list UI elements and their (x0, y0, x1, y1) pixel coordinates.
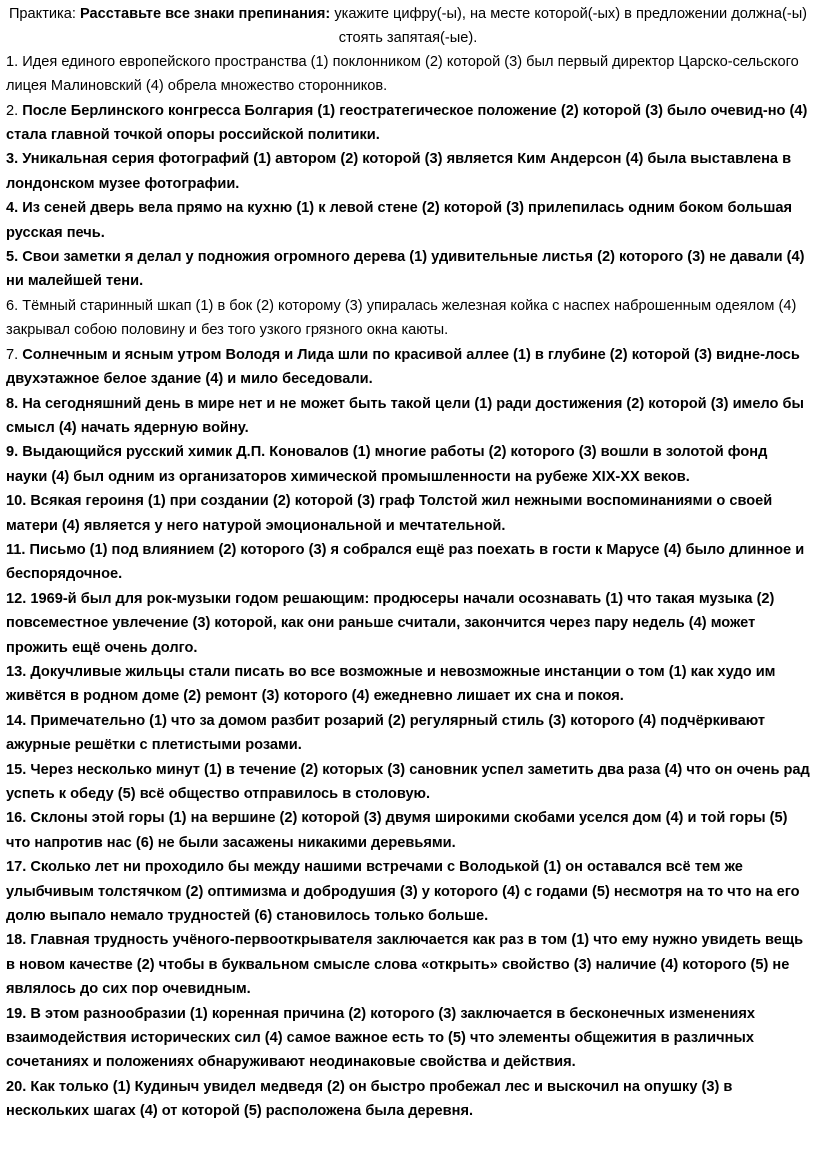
item-number: 16. (6, 810, 27, 827)
item-text: В этом разнообразии (1) коренная причина (2) которого (3) заключается в бесконечных изменениях взаимодействия исторических сил (4) самое важное есть то (5) что элементы общежития в различных сочетаниях и положениях обнаруживают неодинаковые свойства и действия. (6, 1005, 756, 1071)
list-item-17 (6, 855, 810, 928)
list-item-3 (6, 147, 810, 196)
item-text: Уникальная серия фотографий (1) автором (2) которой (3) является Ким Андерсон (4) была выставлена в лондонском музее фотографии. (6, 151, 792, 192)
item-number: 11. (6, 541, 26, 558)
item-text: На сегодняшний день в мире нет и не может быть такой цели (1) ради достижения (2) которой (3) имело бы смысл (4) начать ядерную войну. (6, 395, 804, 436)
item-text: Выдающийся русский химик Д.П. Коновалов (1) многие работы (2) которого (3) вошли в золотой фонд науки (4) был одним из организаторов химической промышленности на рубеже XIX-XX веков. (6, 444, 768, 485)
list-item-20 (6, 1075, 810, 1124)
item-number: 4. (6, 200, 19, 217)
item-number: 14. (6, 712, 27, 729)
item-text: Через несколько минут (1) в течение (2) которых (3) сановник успел заметить два раза (4) что он очень рад успеть к обеду (5) всё общество отправилось в столовую. (6, 761, 810, 802)
item-text: Докучливые жильцы стали писать во все возможные и невозможные инстанции о том (1) как худо им живётся в родном доме (2) ремонт (3) которого (4) ежедневно лишает их сна и покоя. (6, 663, 776, 705)
list-item-13 (6, 660, 810, 709)
item-number: 8. (6, 395, 19, 412)
item-number: 1. (6, 53, 19, 70)
item-number: 2. (6, 102, 19, 119)
list-item-8 (6, 392, 810, 441)
item-number: 18. (6, 932, 27, 949)
list-item-7 (6, 343, 810, 392)
list-item-2 (6, 99, 810, 148)
item-text: Всякая героиня (1) при создании (2) которой (3) граф Толстой жил нежными воспоминаниями о своей матери (4) является у него натурой эмоциональной и мечтательной. (6, 493, 773, 534)
item-text: Сколько лет ни проходило бы между нашими встречами с Володькой (1) он оставался всё тем же улыбчивым толстячком (2) оптимизма и добродушия (3) у которого (4) с годами (5) несмотря на то что на его долю выпало немало трудностей (6) становилось только больше. (6, 859, 800, 925)
item-text: Солнечным и ясным утром Володя и Лида шли по красивой аллее (1) в глубине (2) которой (3) видне-лось двухэтажное белое здание (4) и мило беседовали. (6, 346, 800, 388)
item-text: Как только (1) Кудиныч увидел медведя (2) он быстро пробежал лес и выскочил на опушку (3) в нескольких шагах (4) от которой (5) расположена была деревня. (6, 1078, 733, 1120)
task-header (6, 2, 810, 51)
list-item-12 (6, 587, 810, 660)
task-description: укажите цифру(-ы), на месте которой(-ых) в предложении должна(-ы) стоять запятая(-ые). (330, 6, 808, 47)
item-number: 15. (6, 761, 27, 778)
item-text: После Берлинского конгресса Болгария (1) геостратегическое положение (2) которой (3) было очевид-но (4) стала главной точкой опоры российской политики. (6, 102, 808, 144)
list-item-1 (6, 50, 810, 99)
item-text: Свои заметки я делал у подножия огромного дерева (1) удивительные листья (2) которого (3) не давали (4) ни малейшей тени. (6, 249, 805, 290)
item-text: 1969-й был для рок-музыки годом решающим: продюсеры начали осознавать (1) что такая музыка (2) повсеместное увлечение (3) которой, как они раньше считали, закончится через пару недель (4) может прожить ещё очень долго. (6, 590, 775, 656)
list-item-6 (6, 294, 810, 343)
task-instruction: Расставьте все знаки препинания: (79, 6, 331, 22)
task-prefix: Практика: (8, 6, 80, 22)
item-text: Письмо (1) под влиянием (2) которого (3) я собрался ещё раз поехать в гости к Марусе (4) было длинное и беспорядочное. (6, 541, 805, 583)
item-text: Примечательно (1) что за домом разбит розарий (2) регулярный стиль (3) которого (4) подчёркивают ажурные решётки с плетистыми розами. (6, 712, 766, 754)
item-number: 13. (6, 663, 27, 680)
item-number: 20. (6, 1078, 27, 1095)
list-item-19 (6, 1002, 810, 1075)
list-item-9 (6, 440, 810, 489)
list-item-5 (6, 245, 810, 294)
list-item-4 (6, 196, 810, 245)
item-text: Главная трудность учёного-первооткрывателя заключается как раз в том (1) что ему нужно увидеть вещь в новом качестве (2) чтобы в буквальном смысле слова «открыть» свойство (3) наличие (4) которого (5) не являлось до сих пор очевидным. (6, 932, 804, 998)
item-number: 7. (6, 346, 19, 363)
list-item-18 (6, 928, 810, 1001)
item-text: Тёмный старинный шкап (1) в бок (2) которому (3) упиралась железная койка с наспех наброшенным одеялом (4) закрывал собою половину и без того узкого грязного окна каюты. (6, 297, 797, 339)
item-number: 17. (6, 859, 27, 876)
item-number: 5. (6, 249, 19, 266)
list-item-14 (6, 709, 810, 758)
item-number: 6. (6, 297, 19, 314)
list-item-16 (6, 806, 810, 855)
item-text: Идея единого европейского пространства (1) поклонником (2) которой (3) был первый директор Царско-сельского лицея Малиновский (4) обрела множество сторонников. (6, 53, 799, 95)
list-item-10 (6, 489, 810, 538)
item-text: Склоны этой горы (1) на вершине (2) которой (3) двумя широкими скобами уселся дом (4) и той горы (5) что напротив нас (6) не были засажены никакими деревьями. (6, 810, 788, 851)
item-number: 3. (6, 151, 19, 168)
list-item-15 (6, 758, 810, 807)
item-number: 9. (6, 444, 19, 461)
item-number: 19. (6, 1005, 27, 1022)
list-item-11 (6, 538, 810, 587)
item-text: Из сеней дверь вела прямо на кухню (1) к левой стене (2) которой (3) прилепилась одним боком большая русская печь. (6, 200, 793, 241)
item-number: 12. (6, 590, 27, 607)
item-number: 10. (6, 493, 27, 510)
